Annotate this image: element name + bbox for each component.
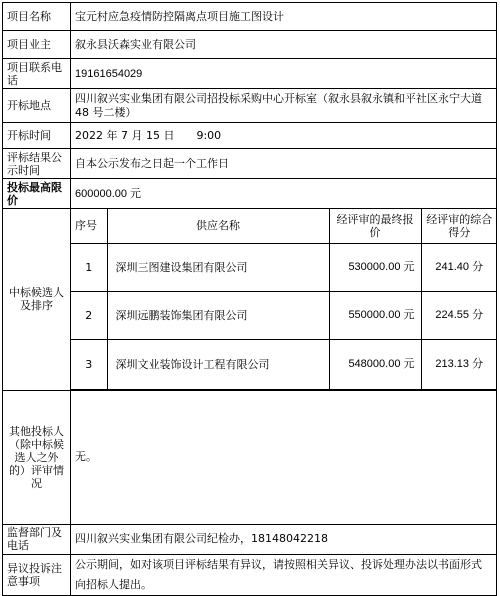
max-price-label: 投标最高限价 xyxy=(3,179,71,209)
candidate-score: 241.40 分 xyxy=(421,243,497,291)
project-name-label: 项目名称 xyxy=(3,3,71,31)
candidate-row xyxy=(71,243,497,291)
others-label: 其他投标人（除中标候选人之外的）评审情况 xyxy=(3,390,71,524)
row-owner xyxy=(3,31,497,59)
row-max-price xyxy=(3,179,497,209)
row-supervisor xyxy=(3,524,497,554)
candidate-price: 530000.00 元 xyxy=(329,243,421,291)
candidate-no: 3 xyxy=(71,339,107,389)
owner-value: 叙永县沃森实业有限公司 xyxy=(71,31,497,59)
candidate-no: 1 xyxy=(71,243,107,291)
candidate-row xyxy=(71,291,497,339)
phone-label: 项目联系电话 xyxy=(3,59,71,89)
bid-result-form xyxy=(2,2,496,591)
row-phone xyxy=(3,59,497,89)
row-location xyxy=(3,89,497,123)
row-project-name xyxy=(3,3,497,31)
supervisor-value: 四川叙兴实业集团有限公司纪检办，18148042218 xyxy=(71,524,497,554)
candidates-label: 中标候选人及排序 xyxy=(3,209,71,391)
header-score: 经评审的综合得分 xyxy=(421,209,497,243)
row-others xyxy=(3,390,497,524)
supervisor-label: 监督部门及电话 xyxy=(3,524,71,554)
time-value: 2022 年 7 月 15 日 9:00 xyxy=(71,123,497,149)
candidate-score: 213.13 分 xyxy=(421,339,497,389)
objection-label: 异议投诉注意事项 xyxy=(3,554,71,595)
header-no: 序号 xyxy=(71,209,107,243)
row-time xyxy=(3,123,497,149)
row-publicity xyxy=(3,149,497,179)
time-label: 开标时间 xyxy=(3,123,71,149)
bid-result-table xyxy=(2,2,497,596)
candidate-supplier: 深圳三图建设集团有限公司 xyxy=(107,243,329,291)
header-supplier: 供应名称 xyxy=(107,209,329,243)
max-price-value: 600000.00 元 xyxy=(71,179,497,209)
candidate-supplier: 深圳文业装饰设计工程有限公司 xyxy=(107,339,329,389)
candidates-cell xyxy=(71,209,497,391)
others-value: 无。 xyxy=(71,390,497,524)
publicity-value: 自本公示发布之日起一个工作日 xyxy=(71,149,497,179)
location-label: 开标地点 xyxy=(3,89,71,123)
phone-value: 19161654029 xyxy=(71,59,497,89)
publicity-label: 评标结果公示时间 xyxy=(3,149,71,179)
candidate-price: 548000.00 元 xyxy=(329,339,421,389)
candidate-price: 550000.00 元 xyxy=(329,291,421,339)
candidate-score: 224.55 分 xyxy=(421,291,497,339)
row-objection xyxy=(3,554,497,595)
candidate-row xyxy=(71,339,497,389)
candidate-no: 2 xyxy=(71,291,107,339)
header-price: 经评审的最终报价 xyxy=(329,209,421,243)
project-name-value: 宝元村应急疫情防控隔离点项目施工图设计 xyxy=(71,3,497,31)
candidates-table xyxy=(71,209,497,390)
location-value: 四川叙兴实业集团有限公司招投标采购中心开标室（叙永县叙永镇和平社区永宁大道 48 号二楼） xyxy=(71,89,497,123)
candidate-supplier: 深圳远鹏装饰集团有限公司 xyxy=(107,291,329,339)
row-candidates xyxy=(3,209,497,391)
owner-label: 项目业主 xyxy=(3,31,71,59)
candidates-header-row xyxy=(71,209,497,243)
objection-value: 公示期间，如对该项目评标结果有异议，请按照相关异议、投诉处理办法以书面形式向招标人提出。 xyxy=(71,554,497,595)
